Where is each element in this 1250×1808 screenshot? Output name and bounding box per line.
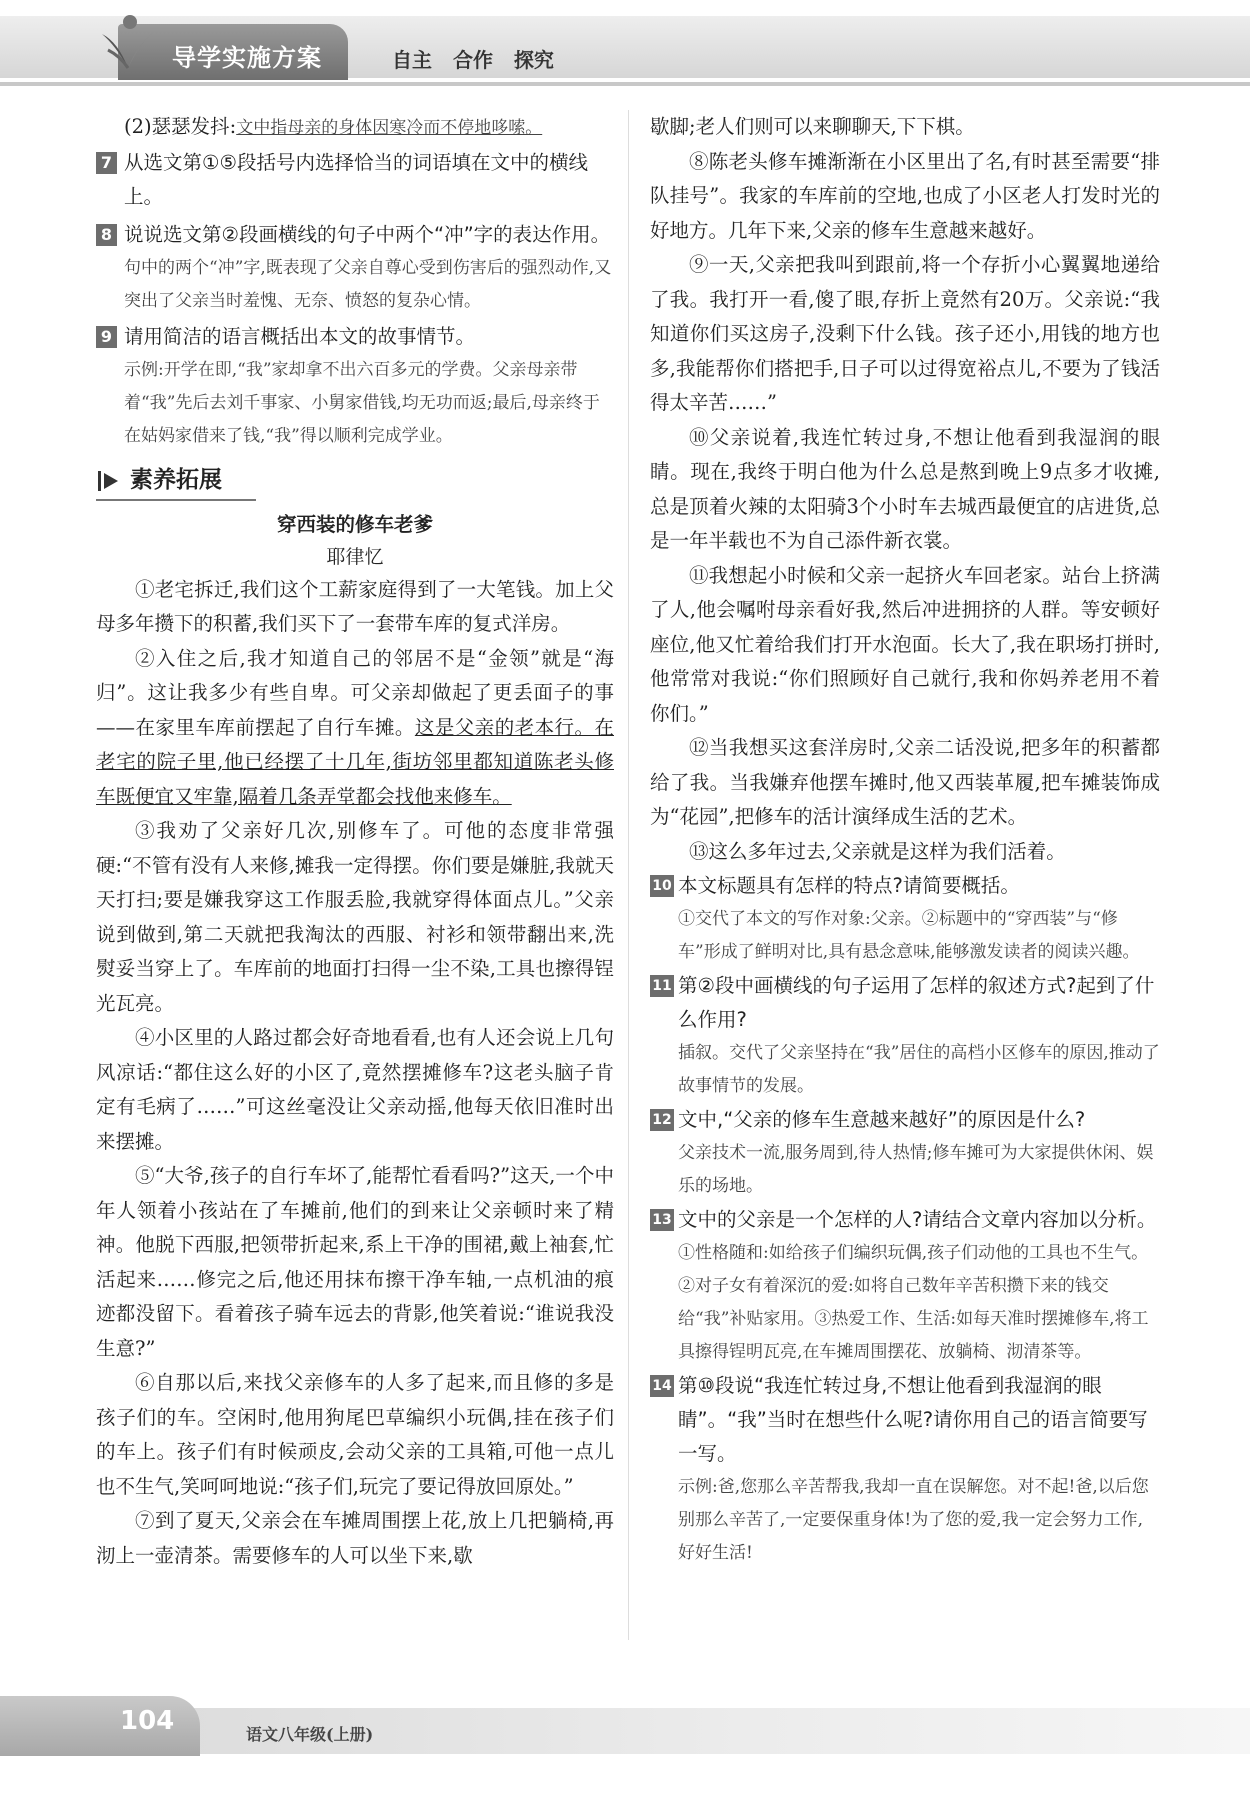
question-8 xyxy=(96,218,614,252)
answer-12: 父亲技术一流,服务周到,待人热情;修车摊可为大家提供休闲、娱乐的场地。 xyxy=(678,1143,1154,1196)
paragraph-11: ⑪我想起小时候和父亲一起挤火车回老家。站台上挤满了人,他会嘱咐母亲看好我,然后冲进拥挤的人群。等安顿好座位,他又忙着给我们打开水泡面。长大了,我在职场打拼时,他常常对我说:“你们照顾好自己就行,我和你妈养老用不着你们。” xyxy=(650,563,1160,725)
paragraph-10: ⑩父亲说着,我连忙转过身,不想让他看到我湿润的眼睛。现在,我终于明白他为什么总是熬到晚上9点多才收摊,总是顶着火辣的太阳骑3个小时车去城西最便宜的店进货,总是一年半载也不为自己添件新衣裳。 xyxy=(650,425,1160,552)
answer-10: ①交代了本文的写作对象:父亲。②标题中的“穿西装”与“修车”形成了鲜明对比,具有悬念意味,能够激发读者的阅读兴趣。 xyxy=(678,909,1140,962)
column-divider xyxy=(628,110,629,1640)
answer-11: 插叙。交代了父亲坚持在“我”居住的高档小区修车的原因,推动了故事情节的发展。 xyxy=(678,1043,1160,1096)
question-number: 8 xyxy=(96,224,117,246)
question-7 xyxy=(96,146,614,214)
paragraph-7-continued: 歇脚;老人们则可以来聊聊天,下下棋。 xyxy=(650,115,975,138)
page-number: 104 xyxy=(120,1706,175,1736)
paragraph-2: ②入住之后,我才知道自己的邻居不是“金领”就是“海归”。这让我多少有些自卑。可父亲却做起了更丢面子的事——在家里车库前摆起了自行车摊。这是父亲的老本行。在老宅的院子里,他已经摆了十几年,街坊邻里都知道陈老头修车既便宜又牢靠,隔着几条弄堂都会找他来修车。 xyxy=(96,646,614,808)
question-text: 本文标题具有怎样的特点?请简要概括。 xyxy=(678,874,1020,897)
question-number: 11 xyxy=(650,975,674,997)
answer-9: 示例:开学在即,“我”家却拿不出六百多元的学费。父亲母亲带着“我”先后去刘千事家、小舅家借钱,均无功而返;最后,母亲终于在姑妈家借来了钱,“我”得以顺利完成学业。 xyxy=(124,359,600,446)
sub-question-2 xyxy=(96,110,614,146)
paragraph-12: ⑫当我想买这套洋房时,父亲二话没说,把多年的积蓄都给了我。当我嫌弃他摆车摊时,他又西装革履,把车摊装饰成为“花园”,把修车的活计演绎成生活的艺术。 xyxy=(650,736,1160,828)
question-9 xyxy=(96,320,614,354)
left-column xyxy=(96,110,614,1573)
question-text: 说说选文第②段画横线的句子中两个“冲”字的表达作用。 xyxy=(124,222,611,246)
question-number: 9 xyxy=(96,326,117,348)
question-text: 第⑩段说“我连忙转过身,不想让他看到我湿润的眼睛”。“我”当时在想些什么呢?请你用自己的语言简要写一写。 xyxy=(678,1374,1148,1465)
paragraph-1: ①老宅拆迁,我们这个工薪家庭得到了一大笔钱。加上父母多年攒下的积蓄,我们买下了一套带车库的复式洋房。 xyxy=(96,577,614,635)
question-text: 文中的父亲是一个怎样的人?请结合文章内容加以分析。 xyxy=(678,1208,1157,1231)
article-title: 穿西装的修车老爹 xyxy=(276,512,433,536)
paragraph-8: ⑧陈老头修车摊渐渐在小区里出了名,有时甚至需要“排队挂号”。我家的车库前的空地,也成了小区老人打发时光的好地方。几年下来,父亲的修车生意越来越好。 xyxy=(650,149,1160,242)
paragraph-3: ③我劝了父亲好几次,别修车了。可他的态度非常强硬:“不管有没有人来修,摊我一定得摆。你们要是嫌脏,我就天天打扫;要是嫌我穿这工作服丢脸,我就穿得体面点儿。”父亲说到做到,第二天就把我淘汰的西服、衬衫和领带翻出来,洗熨妥当穿上了。车库前的地面打扫得一尘不染,工具也擦得锃光瓦亮。 xyxy=(96,819,614,1015)
book-title: 语文八年级(上册) xyxy=(246,1725,374,1744)
question-14 xyxy=(650,1369,1160,1471)
answer-8: 句中的两个“冲”字,既表现了父亲自尊心受到伤害后的强烈动作,又突出了父亲当时羞愧、无奈、愤怒的复杂心情。 xyxy=(124,257,612,311)
header xyxy=(0,0,1250,88)
question-number: 10 xyxy=(650,875,674,897)
question-text: 文中,“父亲的修车生意越来越好”的原因是什么? xyxy=(678,1108,1086,1131)
section-header xyxy=(96,461,614,505)
paragraph-4: ④小区里的人路过都会好奇地看看,也有人还会说上几句风凉话:“都住这么好的小区了,竟然摆摊修车?这老头脑子肯定有毛病了……”可这丝毫没让父亲动摇,他每天依旧准时出来摆摊。 xyxy=(96,1026,614,1153)
paragraph-6: ⑥自那以后,来找父亲修车的人多了起来,而且修的多是孩子们的车。空闲时,他用狗尾巴草编织小玩偶,挂在孩子们的车上。孩子们有时候顽皮,会动父亲的工具箱,可他一点儿也不生气,笑呵呵地说:“孩子们,玩完了要记得放回原处。” xyxy=(96,1371,614,1498)
paragraph-5: ⑤“大爷,孩子的自行车坏了,能帮忙看看吗?”这天,一个中年人领着小孩站在了车摊前,他们的到来让父亲顿时来了精神。他脱下西服,把领带折起来,系上干净的围裙,戴上袖套,忙活起来……修完之后,他还用抹布擦干净车轴,一点机油的痕迹都没留下。看着孩子骑车远去的背影,他笑着说:“谁说我没生意?” xyxy=(96,1164,614,1360)
logo-icon xyxy=(98,12,158,74)
paragraph-9: ⑨一天,父亲把我叫到跟前,将一个存折小心翼翼地递给了我。我打开一看,傻了眼,存折上竟然有20万。父亲说:“我知道你们买这房子,没剩下什么钱。孩子还小,用钱的地方也多,我能帮你们搭把手,日子可以过得宽裕点儿,不要为了钱活得太辛苦……” xyxy=(650,253,1160,414)
footer xyxy=(0,1688,1250,1768)
question-text: 第②段中画横线的句子运用了怎样的叙述方式?起到了什么作用? xyxy=(678,974,1155,1031)
section-title: 素养拓展 xyxy=(130,466,222,493)
sub-answer: 文中指母亲的身体因寒冷而不停地哆嗦。 xyxy=(236,118,543,138)
header-tags: 自主 合作 探究 xyxy=(392,48,554,72)
question-number: 14 xyxy=(650,1375,674,1397)
answer-14: 示例:爸,您那么辛苦帮我,我却一直在误解您。对不起!爸,以后您别那么辛苦了,一定要保重身体!为了您的爱,我一定会努力工作,好好生活! xyxy=(678,1477,1149,1563)
article-author: 耶律忆 xyxy=(326,545,384,568)
paragraph-7: ⑦到了夏天,父亲会在车摊周围摆上花,放上几把躺椅,再沏上一壶清茶。需要修车的人可以坐下来,歇 xyxy=(96,1509,614,1567)
arrow-icon xyxy=(96,467,124,495)
right-column xyxy=(650,110,1160,1570)
question-13 xyxy=(650,1203,1160,1237)
question-text: 从选文第①⑤段括号内选择恰当的词语填在文中的横线上。 xyxy=(124,150,588,208)
underlined-sentence: 这是父亲的老本行。在老宅的院子里,他已经摆了十几年,街坊邻里都知道陈老头修车既便宜又牢靠,隔着几条弄堂都会找他来修车。 xyxy=(96,715,614,808)
question-11 xyxy=(650,969,1160,1037)
header-title: 导学实施方案 xyxy=(172,44,322,72)
question-number: 12 xyxy=(650,1109,674,1131)
paragraph-13: ⑬这么多年过去,父亲就是这样为我们活着。 xyxy=(689,839,1066,863)
question-text: 请用简洁的语言概括出本文的故事情节。 xyxy=(124,324,476,348)
answer-13: ①性格随和:如给孩子们编织玩偶,孩子们动他的工具也不生气。②对子女有着深沉的爱:如将自己数年辛苦积攒下来的钱交给“我”补贴家用。③热爱工作、生活:如每天准时摆摊修车,将工具擦得锃明瓦亮,在车摊周围摆花、放躺椅、沏清茶等。 xyxy=(678,1243,1149,1362)
question-number: 13 xyxy=(650,1209,674,1231)
question-number: 7 xyxy=(96,152,117,174)
question-10 xyxy=(650,869,1160,903)
question-12 xyxy=(650,1103,1160,1137)
sub-label: (2)瑟瑟发抖: xyxy=(124,115,237,138)
